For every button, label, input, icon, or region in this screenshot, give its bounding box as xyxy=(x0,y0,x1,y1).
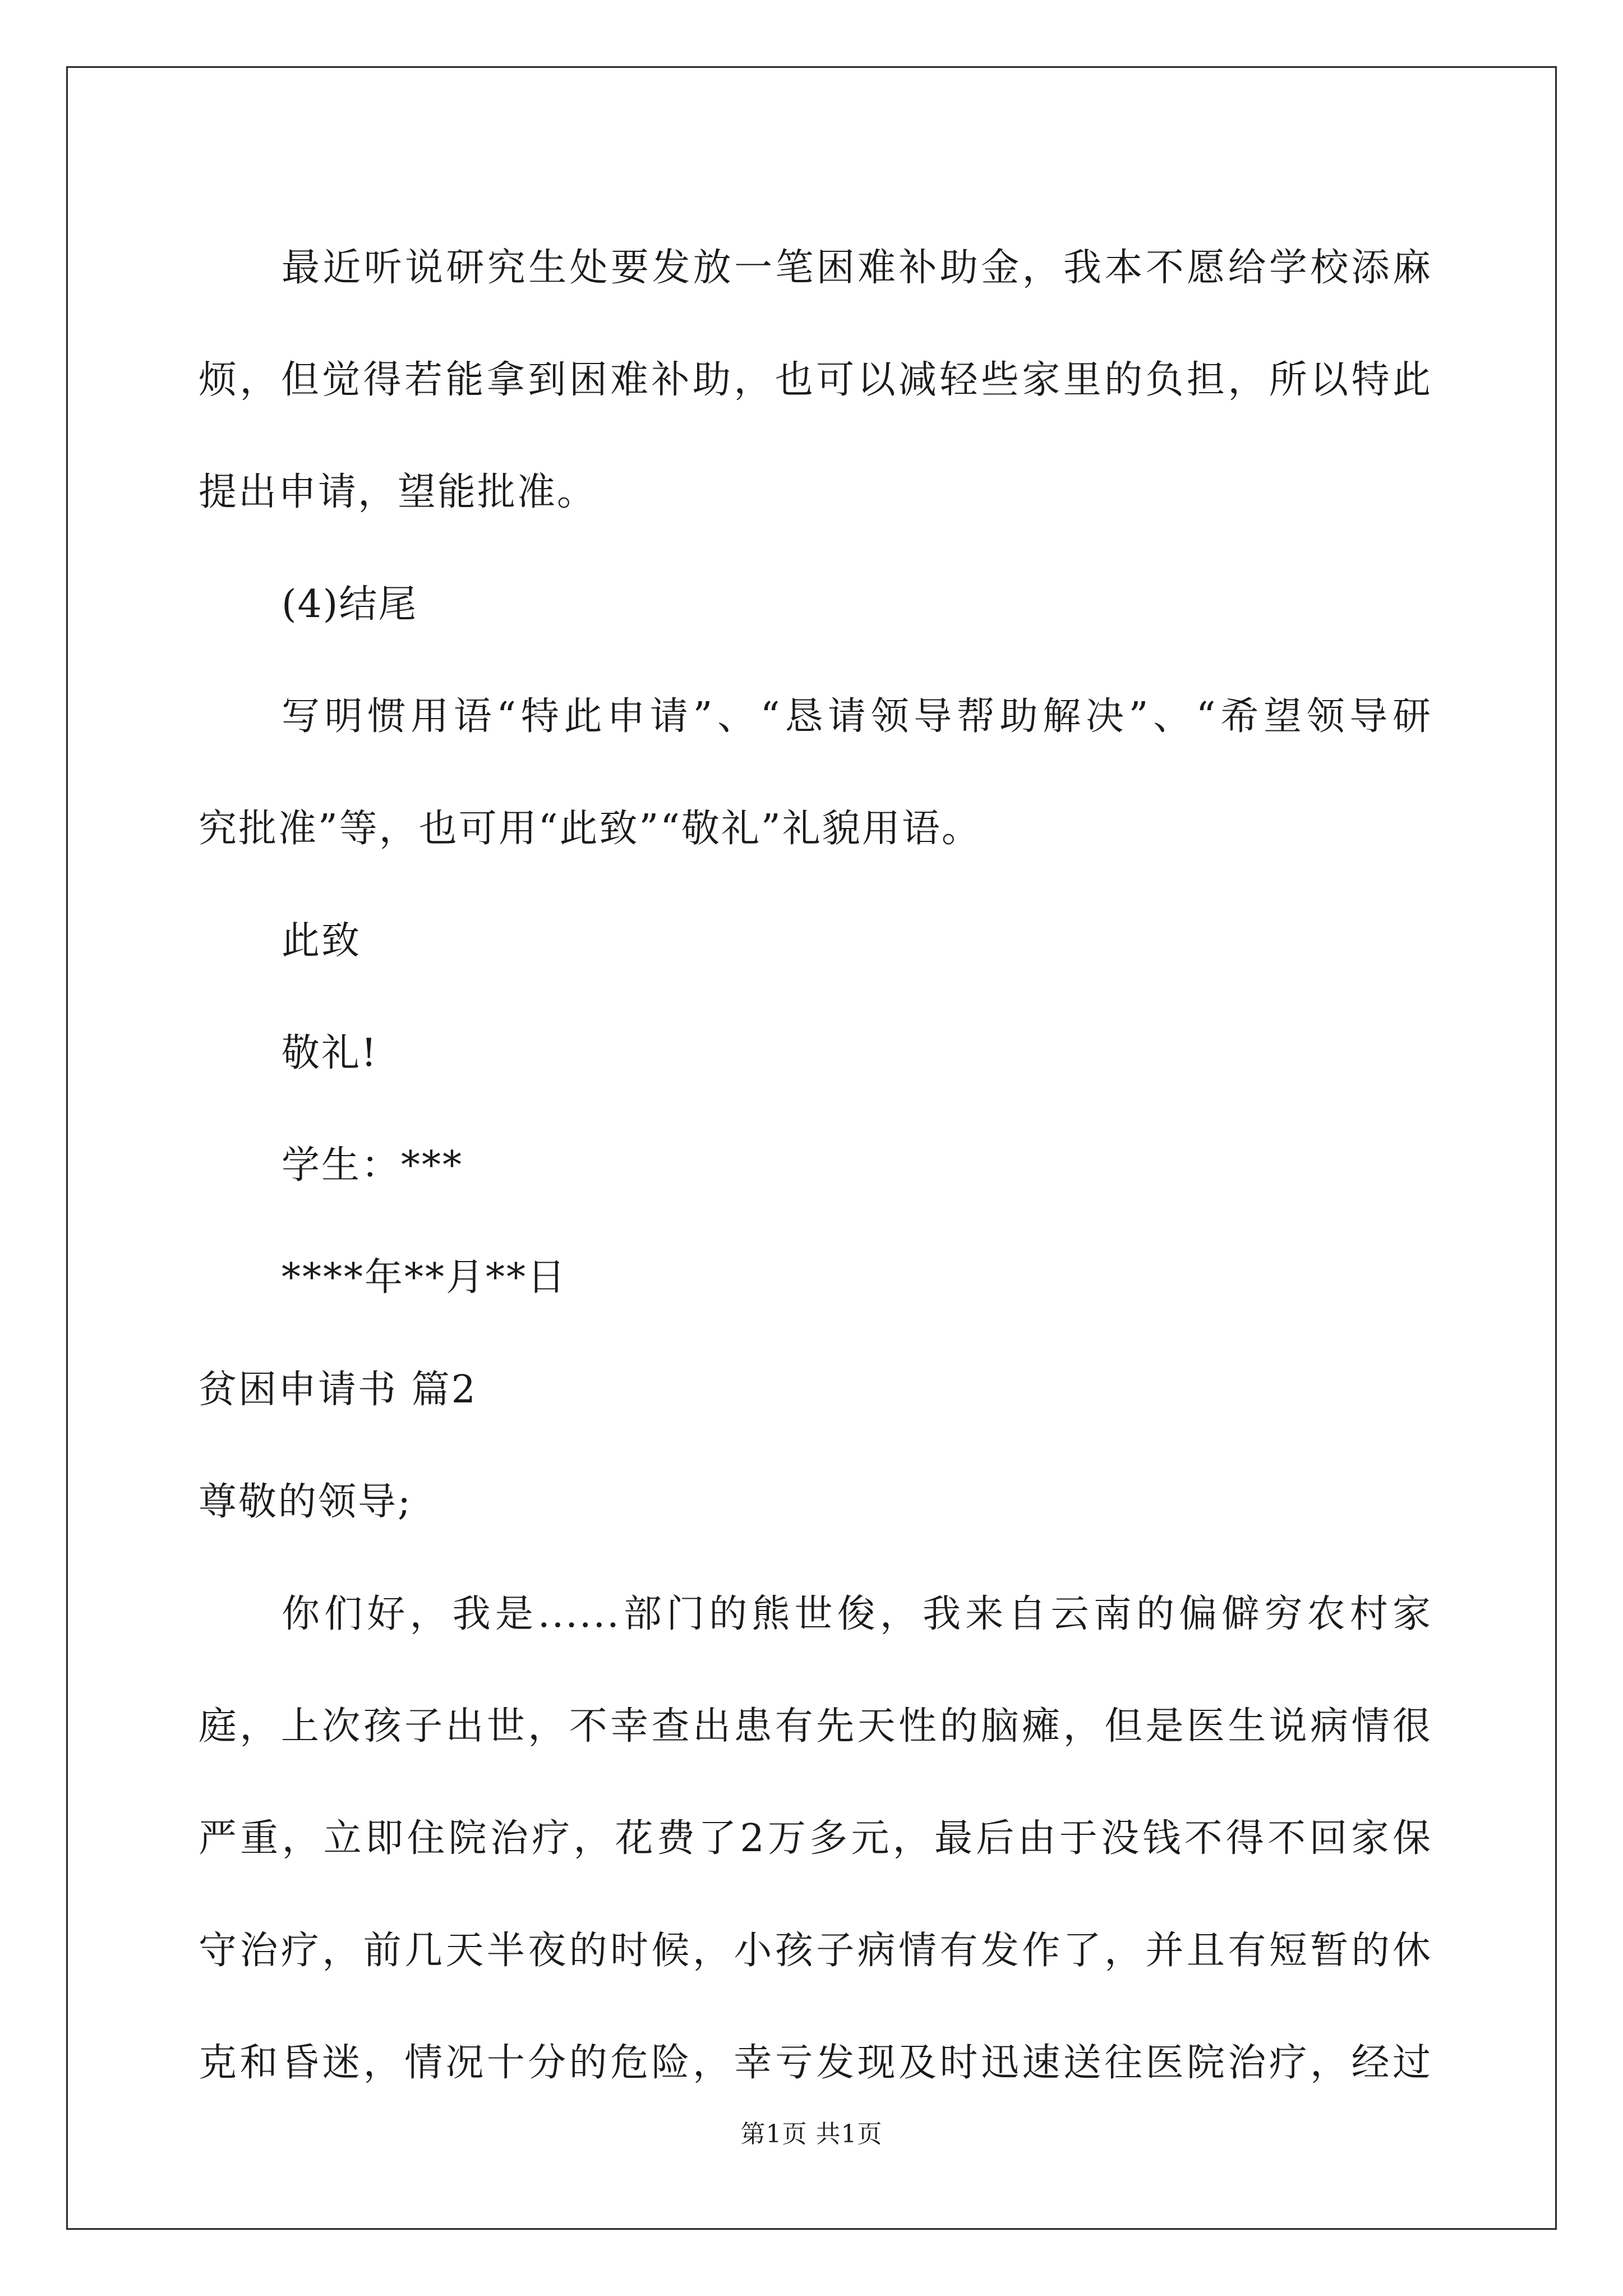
paragraph-line: 提出申请，望能批准。 xyxy=(199,470,597,514)
document-title: 贫困申请书 篇2 xyxy=(199,1368,477,1412)
paragraph-line: 你们好，我是......部门的熊世俊，我来自云南的偏僻穷农村家 xyxy=(282,1592,1432,1636)
date-line: ****年**月**日 xyxy=(282,1255,568,1300)
paragraph-line: 最近听说研究生处要发放一笔困难补助金，我本不愿给学校添麻 xyxy=(282,246,1432,290)
page-footer: 第1页 共1页 xyxy=(740,2120,883,2148)
closing-salutation: 此致 xyxy=(282,919,362,963)
closing-regards: 敬礼! xyxy=(282,1031,379,1075)
paragraph-line: 庭，上次孩子出世，不幸查出患有先天性的脑瘫，但是医生说病情很 xyxy=(199,1704,1432,1749)
document-body xyxy=(199,212,1432,2119)
paragraph-line: 写明惯用语“特此申请”、“恳请领导帮助解决”、“希望领导研 xyxy=(282,694,1432,739)
paragraph-line: 守治疗，前几天半夜的时候，小孩子病情有发作了，并且有短暂的休 xyxy=(199,1929,1432,1973)
signature-line: 学生：*** xyxy=(282,1143,464,1188)
paragraph-line: 严重，立即住院治疗，花费了2万多元，最后由于没钱不得不回家保 xyxy=(199,1816,1432,1861)
paragraph-line: 克和昏迷，情况十分的危险，幸亏发现及时迅速送往医院治疗，经过 xyxy=(199,2041,1432,2085)
section-heading: (4)结尾 xyxy=(282,582,418,627)
greeting: 尊敬的领导; xyxy=(199,1480,412,1524)
paragraph-line: 究批准”等，也可用“此致”“敬礼”礼貌用语。 xyxy=(199,807,981,851)
paragraph-line: 烦，但觉得若能拿到困难补助，也可以减轻些家里的负担，所以特此 xyxy=(199,358,1432,402)
